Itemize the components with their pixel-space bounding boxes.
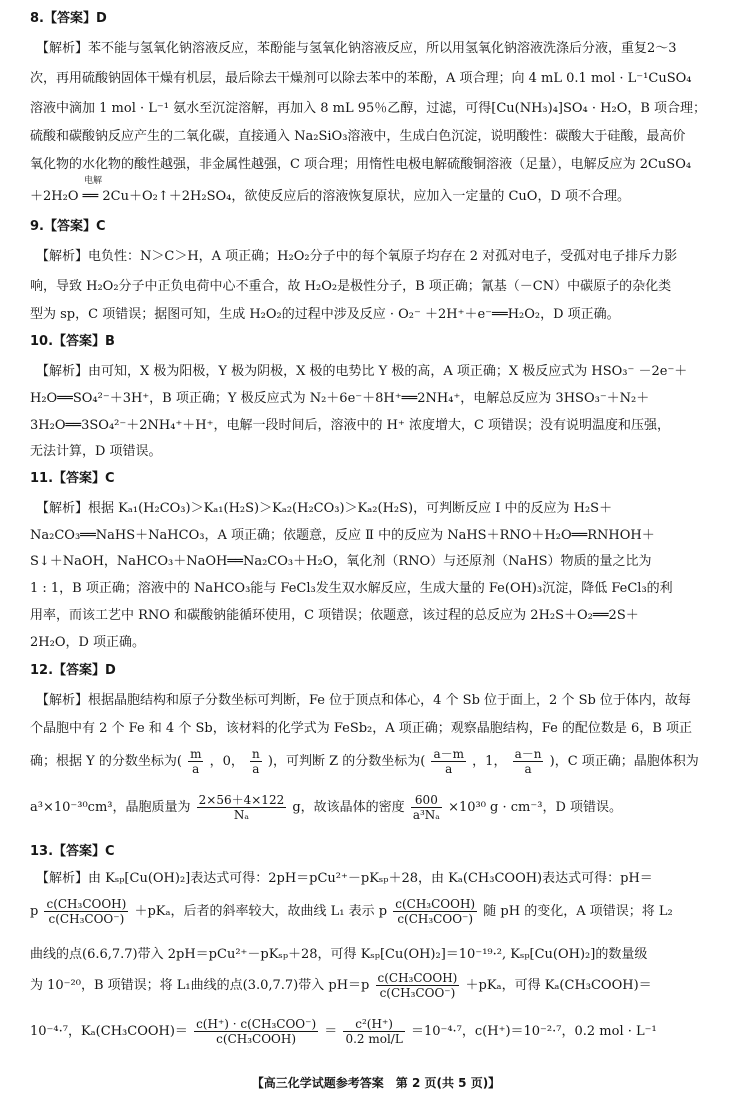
frac-num: c(CH₃COOH) [377,971,458,985]
q13-l2-b: ＋pKₐ，后者的斜率较大，故曲线 L₁ 表示 p [134,904,388,919]
q10-line-3: 3H₂O══3SO₄²⁻＋2NH₄⁺＋H⁺，电解一段时间后，溶液中的 H⁺ 浓度增大，C 项错误；没有说明温度和压强， [30,418,671,433]
q10-line-1: 【解析】由可知，X 极为阳极，Y 极为阴极，X 极的电势比 Y 极的高，A 项正确；X 极反应式为 HSO₃⁻ －2e⁻＋ [36,364,688,379]
q12-line-1: 【解析】根据晶胞结构和原子分数坐标可判断，Fe 位于顶点和体心，4 个 Sb 位于面上，2 个 Sb 位于体内，故每 [36,693,691,708]
frac-num: c(CH₃COOH) [395,897,476,911]
q11-line-2: Na₂CO₃══NaHS＋NaHCO₃，A 项正确；依题意，反应 Ⅱ 中的反应为 NaHS＋RNO＋H₂O══RNHOH＋ [30,528,655,543]
q8-line-1: 【解析】苯不能与氢氧化钠溶液反应，苯酚能与氢氧化钠溶液反应，所以用氢氧化钠溶液洗涤后分液，重复2～3 [36,41,677,56]
q13-l2-a: p [30,904,39,919]
q13-l4-b: ＋pKₐ，可得 Kₐ(CH₃COOH)＝ [465,978,652,993]
q8-line-3: 溶液中滴加 1 mol · L⁻¹ 氨水至沉淀溶解，再加入 8 mL 95％乙醇，过滤，可得[Cu(NH₃)₄]SO₄ · H₂O，B 项合理； [30,101,707,116]
q9-line-1: 【解析】电负性：N＞C＞H，A 项正确；H₂O₂分子中的每个氧原子均存在 2 对孤对电子，受孤对电子排斥力影 [36,249,678,264]
frac-den: c(CH₃COO⁻) [48,912,125,926]
q12-line-4 [30,788,622,828]
q8-line-6: ＋2H₂O ══ 2Cu＋O₂↑＋2H₂SO₄，欲使反应后的溶液恢复原状，应加入一定量的 CuO，D 项不合理。 [30,189,631,204]
q13-line-5 [30,1012,657,1052]
q11-line-5: 用率，而该工艺中 RNO 和碳酸钠能循环使用，C 项错误；依题意，该过程的总反应为 2H₂S＋O₂══2S＋ [30,608,639,623]
q12-l4-c: ×10³⁰ g · cm⁻³，D 项错误。 [448,800,623,815]
frac-num: n [252,747,260,761]
q12-line-3 [30,742,699,782]
q12-l3-c: )，可判断 Z 的分数坐标为( [267,754,426,769]
q12-l3-e: )，C 项正确；晶胞体积为 [549,754,699,769]
frac-ka-expr [194,1017,318,1046]
frac-den: a [524,762,532,776]
q13-l4-a: 为 10⁻²⁰，B 项错误；将 L₁曲线的点(3.0,7.7)带入 pH＝p [30,978,370,993]
q11-line-1: 【解析】根据 Kₐ₁(H₂CO₃)＞Kₐ₁(H₂S)＞Kₐ₂(H₂CO₃)＞Kₐ₂(H₂S)，可判断反应 Ⅰ 中的反应为 H₂S＋ [36,501,613,516]
q10-line-2: H₂O══SO₄²⁻＋3H⁺，B 项正确；Y 极反应式为 N₂＋6e⁻＋8H⁺══2NH₄⁺，电解总反应为 3HSO₃⁻＋N₂＋ [30,391,650,406]
frac-acid-ratio [393,897,477,926]
q13-l2-c: 随 pH 的变化，A 项错误；将 L₂ [483,904,673,919]
frac-den: c(CH₃COO⁻) [379,986,456,1000]
frac-den: a³Nₐ [412,808,440,822]
electrolysis-label: 电解 [84,176,103,186]
q12-l3-d: ，1， [472,754,507,769]
frac-den: c(CH₃COOH) [216,1032,297,1046]
q13-l5-b: ＝ [324,1024,338,1039]
q9-line-2: 响，导致 H₂O₂分子中正负电荷中心不重合，故 H₂O₂是极性分子，B 项正确；氰基（－CN）中碳原子的杂化类 [30,279,672,294]
q8-line-5: 氧化物的水化物的酸性越强，非金属性越强，C 项合理；用惰性电极电解硫酸铜溶液（足量），电解反应为 2CuSO₄ [30,157,692,172]
q13-line-3: 曲线的点(6.6,7.7)带入 2pH＝pCu²⁺－pKₛₚ＋28，可得 Kₛₚ[Cu(OH)₂]＝10⁻¹⁹·², Kₛₚ[Cu(OH)₂]的数量级 [30,947,648,962]
frac-n-over-a [250,747,262,776]
q11-line-4: 1 : 1，B 项正确；溶液中的 NaHCO₃能与 FeCl₃发生双水解反应，生成大量的 Fe(OH)₃沉淀，降低 FeCl₃的利 [30,581,673,596]
frac-den: Nₐ [233,808,249,822]
frac-ka-value [343,1017,404,1046]
frac-am-over-a [431,747,466,776]
q9-answer: 9.【答案】C [30,219,106,234]
frac-den: c(CH₃COO⁻) [397,912,474,926]
frac-num: a－n [514,747,542,761]
q10-line-4: 无法计算，D 项错误。 [30,444,162,459]
q13-l5-a: 10⁻⁴·⁷，Kₐ(CH₃COOH)＝ [30,1024,188,1039]
frac-acid-ratio [376,971,460,1000]
q11-answer: 11.【答案】C [30,471,115,486]
frac-an-over-a [513,747,544,776]
q13-line-2 [30,892,673,932]
frac-den: a [252,762,260,776]
frac-num: a－m [433,747,465,761]
q11-line-6: 2H₂O，D 项正确。 [30,635,146,650]
q12-line-2: 个晶胞中有 2 个 Fe 和 4 个 Sb，该材料的化学式为 FeSb₂，A 项正确；观察晶胞结构，Fe 的配位数是 6，B 项正 [30,721,693,736]
q13-line-1: 【解析】由 Kₛₚ[Cu(OH)₂]表达式可得：2pH＝pCu²⁺－pKₛₚ＋28，由 Kₐ(CH₃COOH)表达式可得：pH＝ [36,871,653,886]
q13-answer: 13.【答案】C [30,844,115,859]
q8-answer: 8.【答案】D [30,11,107,26]
q8-line-2: 次，再用硫酸钠固体干燥有机层，最后除去干燥剂可以除去苯中的苯酚，A 项合理；向 4 mL 0.1 mol · L⁻¹CuSO₄ [30,71,692,86]
frac-den: a [445,762,453,776]
q12-l4-a: a³×10⁻³⁰cm³，晶胞质量为 [30,800,191,815]
q13-l5-c: ＝10⁻⁴·⁷，c(H⁺)＝10⁻²·⁷，0.2 mol · L⁻¹ [410,1024,657,1039]
q12-answer: 12.【答案】D [30,663,116,678]
q10-answer: 10.【答案】B [30,334,115,349]
frac-mass [197,793,287,822]
frac-num: 600 [411,793,442,808]
frac-num: m [190,747,202,761]
frac-num: c²(H⁺) [343,1017,404,1032]
frac-num: 2×56＋4×122 [198,793,285,807]
frac-den: 0.2 mol/L [345,1032,403,1046]
frac-density [411,793,442,822]
q8-line-4: 硫酸和碳酸钠反应产生的二氧化碳，直接通入 Na₂SiO₃溶液中，生成白色沉淀，说明酸性：碳酸大于硅酸，最高价 [30,129,686,144]
frac-den: a [192,762,200,776]
q12-l4-b: g，故该晶体的密度 [292,800,405,815]
q9-line-3: 型为 sp，C 项错误；据图可知，生成 H₂O₂的过程中涉及反应 · O₂⁻ ＋2H⁺＋e⁻══H₂O₂，D 项正确。 [30,307,620,322]
frac-num: c(H⁺) · c(CH₃COO⁻) [196,1017,317,1031]
frac-m-over-a [188,747,203,776]
q12-l3-b: ，0， [209,754,244,769]
frac-num: c(CH₃COOH) [46,897,127,911]
q11-line-3: S↓＋NaOH，NaHCO₃＋NaOH══Na₂CO₃＋H₂O，氧化剂（RNO）与还原剂（NaHS）物质的量之比为 [30,554,652,569]
q13-line-4 [30,966,652,1006]
frac-acid-ratio [44,897,128,926]
q12-l3-a: 确；根据 Y 的分数坐标为( [30,754,182,769]
page-footer: 【高三化学试题参考答案 第 2 页(共 5 页)】 [251,1076,501,1090]
